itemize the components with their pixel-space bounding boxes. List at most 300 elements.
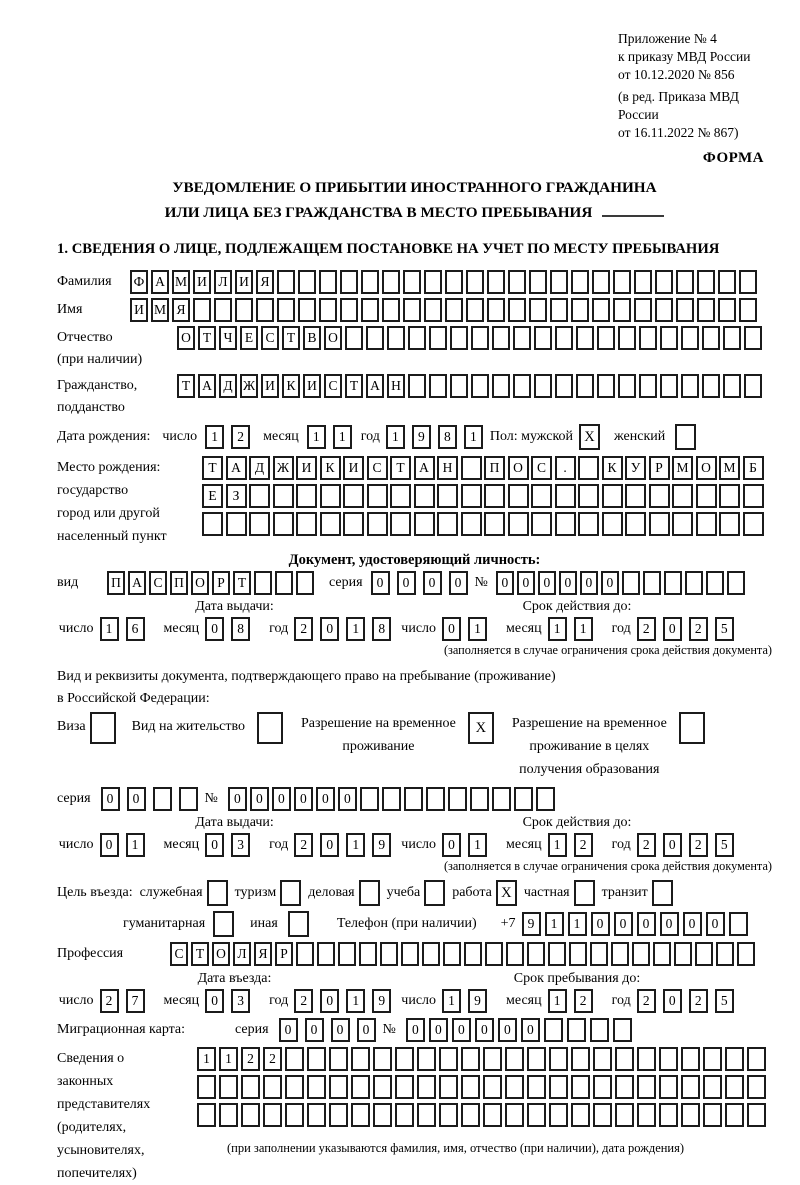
form-cell[interactable]: С	[531, 456, 552, 480]
form-cell[interactable]: Е	[240, 326, 258, 350]
form-cell[interactable]	[639, 326, 657, 350]
form-cell[interactable]	[637, 1103, 656, 1127]
form-cell[interactable]: Е	[202, 484, 223, 508]
form-cell[interactable]	[597, 326, 615, 350]
form-cell[interactable]	[697, 298, 715, 322]
form-cell[interactable]: 2	[689, 989, 708, 1013]
form-cell[interactable]	[298, 270, 316, 294]
form-cell[interactable]: 1	[568, 912, 587, 936]
form-cell[interactable]	[744, 374, 762, 398]
form-cell[interactable]	[697, 270, 715, 294]
form-cell[interactable]: 0	[580, 571, 598, 595]
form-cell[interactable]: 0	[357, 1018, 376, 1042]
form-cell[interactable]	[403, 270, 421, 294]
form-cell[interactable]	[747, 1103, 766, 1127]
form-cell[interactable]: 1	[442, 989, 461, 1013]
form-cell[interactable]	[649, 484, 670, 508]
form-cell[interactable]	[429, 326, 447, 350]
form-cell[interactable]: С	[324, 374, 342, 398]
form-cell[interactable]: 1	[197, 1047, 216, 1071]
form-cell[interactable]	[571, 1103, 590, 1127]
form-cell[interactable]	[263, 1103, 282, 1127]
form-cell[interactable]: 2	[637, 989, 656, 1013]
purpose-humanitarian-checkbox[interactable]	[213, 911, 234, 937]
form-cell[interactable]	[193, 298, 211, 322]
purpose-transit-checkbox[interactable]	[652, 880, 673, 906]
form-cell[interactable]: 1	[548, 617, 567, 641]
form-cell[interactable]: Р	[649, 456, 670, 480]
form-cell[interactable]	[241, 1103, 260, 1127]
form-cell[interactable]: О	[324, 326, 342, 350]
form-cell[interactable]	[351, 1103, 370, 1127]
form-cell[interactable]	[703, 1103, 722, 1127]
form-cell[interactable]	[571, 1075, 590, 1099]
form-cell[interactable]	[340, 298, 358, 322]
form-cell[interactable]	[597, 374, 615, 398]
form-cell[interactable]	[380, 942, 398, 966]
form-cell[interactable]	[471, 374, 489, 398]
form-cell[interactable]	[285, 1103, 304, 1127]
form-cell[interactable]: 2	[689, 833, 708, 857]
form-cell[interactable]	[466, 270, 484, 294]
form-cell[interactable]	[235, 298, 253, 322]
form-cell[interactable]: 0	[429, 1018, 448, 1042]
form-cell[interactable]	[307, 1047, 326, 1071]
form-cell[interactable]	[637, 1047, 656, 1071]
form-cell[interactable]	[743, 512, 764, 536]
form-cell[interactable]	[747, 1075, 766, 1099]
form-cell[interactable]: А	[198, 374, 216, 398]
form-cell[interactable]: И	[130, 298, 148, 322]
form-cell[interactable]: 0	[475, 1018, 494, 1042]
form-cell[interactable]	[461, 1103, 480, 1127]
form-cell[interactable]	[439, 1047, 458, 1071]
form-cell[interactable]	[618, 374, 636, 398]
form-cell[interactable]: 0	[663, 617, 682, 641]
form-cell[interactable]	[549, 1075, 568, 1099]
form-cell[interactable]	[298, 298, 316, 322]
form-cell[interactable]	[508, 512, 529, 536]
form-cell[interactable]: 0	[205, 989, 224, 1013]
form-cell[interactable]	[592, 298, 610, 322]
form-cell[interactable]: 0	[205, 833, 224, 857]
form-cell[interactable]	[373, 1103, 392, 1127]
form-cell[interactable]: 2	[637, 617, 656, 641]
form-cell[interactable]: 1	[333, 425, 352, 449]
form-cell[interactable]	[403, 298, 421, 322]
form-cell[interactable]	[340, 270, 358, 294]
form-cell[interactable]	[534, 374, 552, 398]
form-cell[interactable]	[367, 484, 388, 508]
form-cell[interactable]: 1	[464, 425, 483, 449]
form-cell[interactable]	[226, 512, 247, 536]
form-cell[interactable]	[484, 484, 505, 508]
form-cell[interactable]	[676, 298, 694, 322]
form-cell[interactable]: 5	[715, 617, 734, 641]
form-cell[interactable]	[719, 484, 740, 508]
form-cell[interactable]: Я	[256, 270, 274, 294]
form-cell[interactable]	[360, 787, 379, 811]
form-cell[interactable]	[417, 1075, 436, 1099]
form-cell[interactable]	[744, 326, 762, 350]
form-cell[interactable]	[576, 326, 594, 350]
form-cell[interactable]: И	[343, 456, 364, 480]
form-cell[interactable]	[659, 1103, 678, 1127]
form-cell[interactable]	[681, 1047, 700, 1071]
form-cell[interactable]	[695, 942, 713, 966]
form-cell[interactable]	[285, 1075, 304, 1099]
form-cell[interactable]	[450, 326, 468, 350]
form-cell[interactable]: 1	[100, 617, 119, 641]
form-cell[interactable]	[202, 512, 223, 536]
form-cell[interactable]	[706, 571, 724, 595]
form-cell[interactable]: 9	[372, 989, 391, 1013]
form-cell[interactable]: Д	[249, 456, 270, 480]
form-cell[interactable]	[727, 571, 745, 595]
form-cell[interactable]: Л	[214, 270, 232, 294]
form-cell[interactable]: Н	[387, 374, 405, 398]
form-cell[interactable]	[618, 326, 636, 350]
sex-male-checkbox[interactable]: X	[579, 424, 600, 450]
form-cell[interactable]	[382, 298, 400, 322]
form-cell[interactable]	[634, 270, 652, 294]
form-cell[interactable]: Ч	[219, 326, 237, 350]
form-cell[interactable]: И	[261, 374, 279, 398]
form-cell[interactable]	[461, 456, 482, 480]
form-cell[interactable]	[319, 270, 337, 294]
form-cell[interactable]	[439, 1075, 458, 1099]
form-cell[interactable]: Т	[202, 456, 223, 480]
form-cell[interactable]	[649, 512, 670, 536]
form-cell[interactable]: Я	[172, 298, 190, 322]
form-cell[interactable]	[395, 1047, 414, 1071]
form-cell[interactable]	[674, 942, 692, 966]
form-cell[interactable]: 2	[294, 833, 313, 857]
form-cell[interactable]	[549, 1103, 568, 1127]
form-cell[interactable]	[361, 298, 379, 322]
form-cell[interactable]	[307, 1075, 326, 1099]
form-cell[interactable]	[576, 374, 594, 398]
form-cell[interactable]	[508, 298, 526, 322]
form-cell[interactable]: 0	[614, 912, 633, 936]
form-cell[interactable]: .	[555, 456, 576, 480]
form-cell[interactable]	[426, 787, 445, 811]
form-cell[interactable]	[534, 326, 552, 350]
form-cell[interactable]	[424, 270, 442, 294]
form-cell[interactable]	[718, 298, 736, 322]
form-cell[interactable]	[702, 326, 720, 350]
form-cell[interactable]: 3	[231, 833, 250, 857]
form-cell[interactable]	[359, 942, 377, 966]
form-cell[interactable]	[703, 1047, 722, 1071]
form-cell[interactable]	[401, 942, 419, 966]
form-cell[interactable]: 0	[228, 787, 247, 811]
form-cell[interactable]	[531, 512, 552, 536]
form-cell[interactable]	[466, 298, 484, 322]
form-cell[interactable]	[527, 1075, 546, 1099]
form-cell[interactable]	[681, 1103, 700, 1127]
form-cell[interactable]	[404, 787, 423, 811]
form-cell[interactable]	[548, 942, 566, 966]
form-cell[interactable]: 0	[320, 617, 339, 641]
form-cell[interactable]	[729, 912, 748, 936]
form-cell[interactable]	[450, 374, 468, 398]
form-cell[interactable]	[338, 942, 356, 966]
form-cell[interactable]	[296, 942, 314, 966]
form-cell[interactable]	[639, 374, 657, 398]
form-cell[interactable]	[492, 326, 510, 350]
form-cell[interactable]	[718, 270, 736, 294]
form-cell[interactable]: З	[226, 484, 247, 508]
form-cell[interactable]	[660, 326, 678, 350]
form-cell[interactable]	[320, 512, 341, 536]
form-cell[interactable]	[448, 787, 467, 811]
form-cell[interactable]	[361, 270, 379, 294]
form-cell[interactable]: 0	[127, 787, 146, 811]
form-cell[interactable]	[743, 484, 764, 508]
form-cell[interactable]: 1	[126, 833, 145, 857]
form-cell[interactable]: И	[296, 456, 317, 480]
form-cell[interactable]	[739, 298, 757, 322]
form-cell[interactable]: К	[282, 374, 300, 398]
form-cell[interactable]	[296, 484, 317, 508]
form-cell[interactable]	[505, 1047, 524, 1071]
form-cell[interactable]: 0	[250, 787, 269, 811]
form-cell[interactable]	[527, 1103, 546, 1127]
form-cell[interactable]	[685, 571, 703, 595]
form-cell[interactable]: 0	[660, 912, 679, 936]
form-cell[interactable]	[351, 1047, 370, 1071]
form-cell[interactable]: У	[625, 456, 646, 480]
form-cell[interactable]	[249, 512, 270, 536]
form-cell[interactable]	[632, 942, 650, 966]
form-cell[interactable]: 1	[307, 425, 326, 449]
form-cell[interactable]: 3	[231, 989, 250, 1013]
form-cell[interactable]	[487, 270, 505, 294]
form-cell[interactable]	[508, 270, 526, 294]
form-cell[interactable]: 0	[442, 617, 461, 641]
form-cell[interactable]: Т	[198, 326, 216, 350]
form-cell[interactable]	[461, 1075, 480, 1099]
visa-checkbox[interactable]	[90, 712, 116, 744]
form-cell[interactable]: 0	[496, 571, 514, 595]
form-cell[interactable]	[571, 298, 589, 322]
form-cell[interactable]	[555, 326, 573, 350]
form-cell[interactable]	[414, 484, 435, 508]
form-cell[interactable]	[382, 270, 400, 294]
form-cell[interactable]: П	[107, 571, 125, 595]
form-cell[interactable]	[395, 1075, 414, 1099]
form-cell[interactable]: 2	[294, 617, 313, 641]
purpose-tourism-checkbox[interactable]	[280, 880, 301, 906]
form-cell[interactable]: 9	[372, 833, 391, 857]
form-cell[interactable]: Д	[219, 374, 237, 398]
form-cell[interactable]: С	[261, 326, 279, 350]
form-cell[interactable]	[492, 787, 511, 811]
form-cell[interactable]: 0	[294, 787, 313, 811]
form-cell[interactable]: 1	[346, 989, 365, 1013]
form-cell[interactable]	[317, 942, 335, 966]
form-cell[interactable]: 0	[442, 833, 461, 857]
form-cell[interactable]	[373, 1047, 392, 1071]
form-cell[interactable]	[343, 484, 364, 508]
form-cell[interactable]	[285, 1047, 304, 1071]
form-cell[interactable]	[329, 1075, 348, 1099]
form-cell[interactable]: 8	[372, 617, 391, 641]
form-cell[interactable]	[461, 1047, 480, 1071]
form-cell[interactable]	[531, 484, 552, 508]
form-cell[interactable]	[550, 270, 568, 294]
form-cell[interactable]: 0	[305, 1018, 324, 1042]
form-cell[interactable]: 0	[397, 571, 416, 595]
form-cell[interactable]: О	[696, 456, 717, 480]
purpose-other-checkbox[interactable]	[288, 911, 309, 937]
residence-permit-checkbox[interactable]	[257, 712, 283, 744]
form-cell[interactable]: 2	[241, 1047, 260, 1071]
form-cell[interactable]: 0	[683, 912, 702, 936]
form-cell[interactable]	[567, 1018, 586, 1042]
form-cell[interactable]	[343, 512, 364, 536]
form-cell[interactable]	[390, 484, 411, 508]
form-cell[interactable]: А	[226, 456, 247, 480]
form-cell[interactable]: 0	[449, 571, 468, 595]
form-cell[interactable]	[681, 326, 699, 350]
form-cell[interactable]: К	[320, 456, 341, 480]
form-cell[interactable]	[719, 512, 740, 536]
form-cell[interactable]	[219, 1103, 238, 1127]
form-cell[interactable]	[179, 787, 198, 811]
form-cell[interactable]	[422, 942, 440, 966]
form-cell[interactable]	[373, 1075, 392, 1099]
form-cell[interactable]	[643, 571, 661, 595]
form-cell[interactable]	[249, 484, 270, 508]
form-cell[interactable]	[197, 1103, 216, 1127]
form-cell[interactable]	[296, 512, 317, 536]
form-cell[interactable]	[387, 326, 405, 350]
form-cell[interactable]	[241, 1075, 260, 1099]
form-cell[interactable]	[659, 1075, 678, 1099]
form-cell[interactable]	[660, 374, 678, 398]
purpose-official-checkbox[interactable]	[207, 880, 228, 906]
form-cell[interactable]	[725, 1103, 744, 1127]
form-cell[interactable]	[696, 512, 717, 536]
form-cell[interactable]	[578, 456, 599, 480]
form-cell[interactable]	[414, 512, 435, 536]
form-cell[interactable]	[417, 1103, 436, 1127]
form-cell[interactable]	[254, 571, 272, 595]
form-cell[interactable]	[417, 1047, 436, 1071]
form-cell[interactable]: 1	[205, 425, 224, 449]
form-cell[interactable]	[672, 512, 693, 536]
form-cell[interactable]: 0	[100, 833, 119, 857]
form-cell[interactable]	[483, 1103, 502, 1127]
form-cell[interactable]	[569, 942, 587, 966]
form-cell[interactable]: П	[484, 456, 505, 480]
form-cell[interactable]: А	[151, 270, 169, 294]
form-cell[interactable]: 2	[637, 833, 656, 857]
form-cell[interactable]: 0	[521, 1018, 540, 1042]
form-cell[interactable]	[550, 298, 568, 322]
form-cell[interactable]: 1	[468, 617, 487, 641]
form-cell[interactable]	[555, 484, 576, 508]
form-cell[interactable]	[529, 270, 547, 294]
form-cell[interactable]: 2	[574, 989, 593, 1013]
form-cell[interactable]	[571, 270, 589, 294]
form-cell[interactable]: 2	[689, 617, 708, 641]
form-cell[interactable]	[345, 326, 363, 350]
form-cell[interactable]: 0	[452, 1018, 471, 1042]
form-cell[interactable]	[320, 484, 341, 508]
form-cell[interactable]: М	[172, 270, 190, 294]
purpose-business-checkbox[interactable]	[359, 880, 380, 906]
form-cell[interactable]: 0	[663, 989, 682, 1013]
form-cell[interactable]: А	[128, 571, 146, 595]
form-cell[interactable]	[256, 298, 274, 322]
form-cell[interactable]	[555, 512, 576, 536]
form-cell[interactable]	[485, 942, 503, 966]
form-cell[interactable]	[739, 270, 757, 294]
form-cell[interactable]	[277, 298, 295, 322]
form-cell[interactable]	[505, 1075, 524, 1099]
form-cell[interactable]: 0	[423, 571, 442, 595]
form-cell[interactable]: О	[212, 942, 230, 966]
form-cell[interactable]: 0	[279, 1018, 298, 1042]
form-cell[interactable]	[590, 942, 608, 966]
form-cell[interactable]	[602, 484, 623, 508]
form-cell[interactable]: С	[149, 571, 167, 595]
form-cell[interactable]: 0	[272, 787, 291, 811]
form-cell[interactable]: 8	[231, 617, 250, 641]
form-cell[interactable]	[395, 1103, 414, 1127]
form-cell[interactable]	[593, 1075, 612, 1099]
form-cell[interactable]	[536, 787, 555, 811]
form-cell[interactable]: 0	[706, 912, 725, 936]
form-cell[interactable]	[307, 1103, 326, 1127]
form-cell[interactable]	[437, 512, 458, 536]
form-cell[interactable]	[351, 1075, 370, 1099]
form-cell[interactable]: 0	[101, 787, 120, 811]
form-cell[interactable]	[214, 298, 232, 322]
form-cell[interactable]	[702, 374, 720, 398]
temp-residence-checkbox[interactable]: X	[468, 712, 494, 744]
form-cell[interactable]	[664, 571, 682, 595]
form-cell[interactable]	[653, 942, 671, 966]
form-cell[interactable]	[529, 298, 547, 322]
form-cell[interactable]	[659, 1047, 678, 1071]
form-cell[interactable]: К	[602, 456, 623, 480]
form-cell[interactable]	[602, 512, 623, 536]
form-cell[interactable]: 1	[346, 833, 365, 857]
form-cell[interactable]	[484, 512, 505, 536]
form-cell[interactable]	[655, 298, 673, 322]
form-cell[interactable]	[737, 942, 755, 966]
form-cell[interactable]	[634, 298, 652, 322]
form-cell[interactable]	[492, 374, 510, 398]
form-cell[interactable]	[443, 942, 461, 966]
form-cell[interactable]	[696, 484, 717, 508]
form-cell[interactable]: 9	[412, 425, 431, 449]
form-cell[interactable]: С	[367, 456, 388, 480]
form-cell[interactable]: 0	[559, 571, 577, 595]
form-cell[interactable]	[725, 1075, 744, 1099]
form-cell[interactable]	[483, 1047, 502, 1071]
form-cell[interactable]: О	[508, 456, 529, 480]
form-cell[interactable]	[505, 1103, 524, 1127]
form-cell[interactable]: 5	[715, 833, 734, 857]
form-cell[interactable]: 8	[438, 425, 457, 449]
form-cell[interactable]: 0	[316, 787, 335, 811]
form-cell[interactable]: 1	[548, 833, 567, 857]
